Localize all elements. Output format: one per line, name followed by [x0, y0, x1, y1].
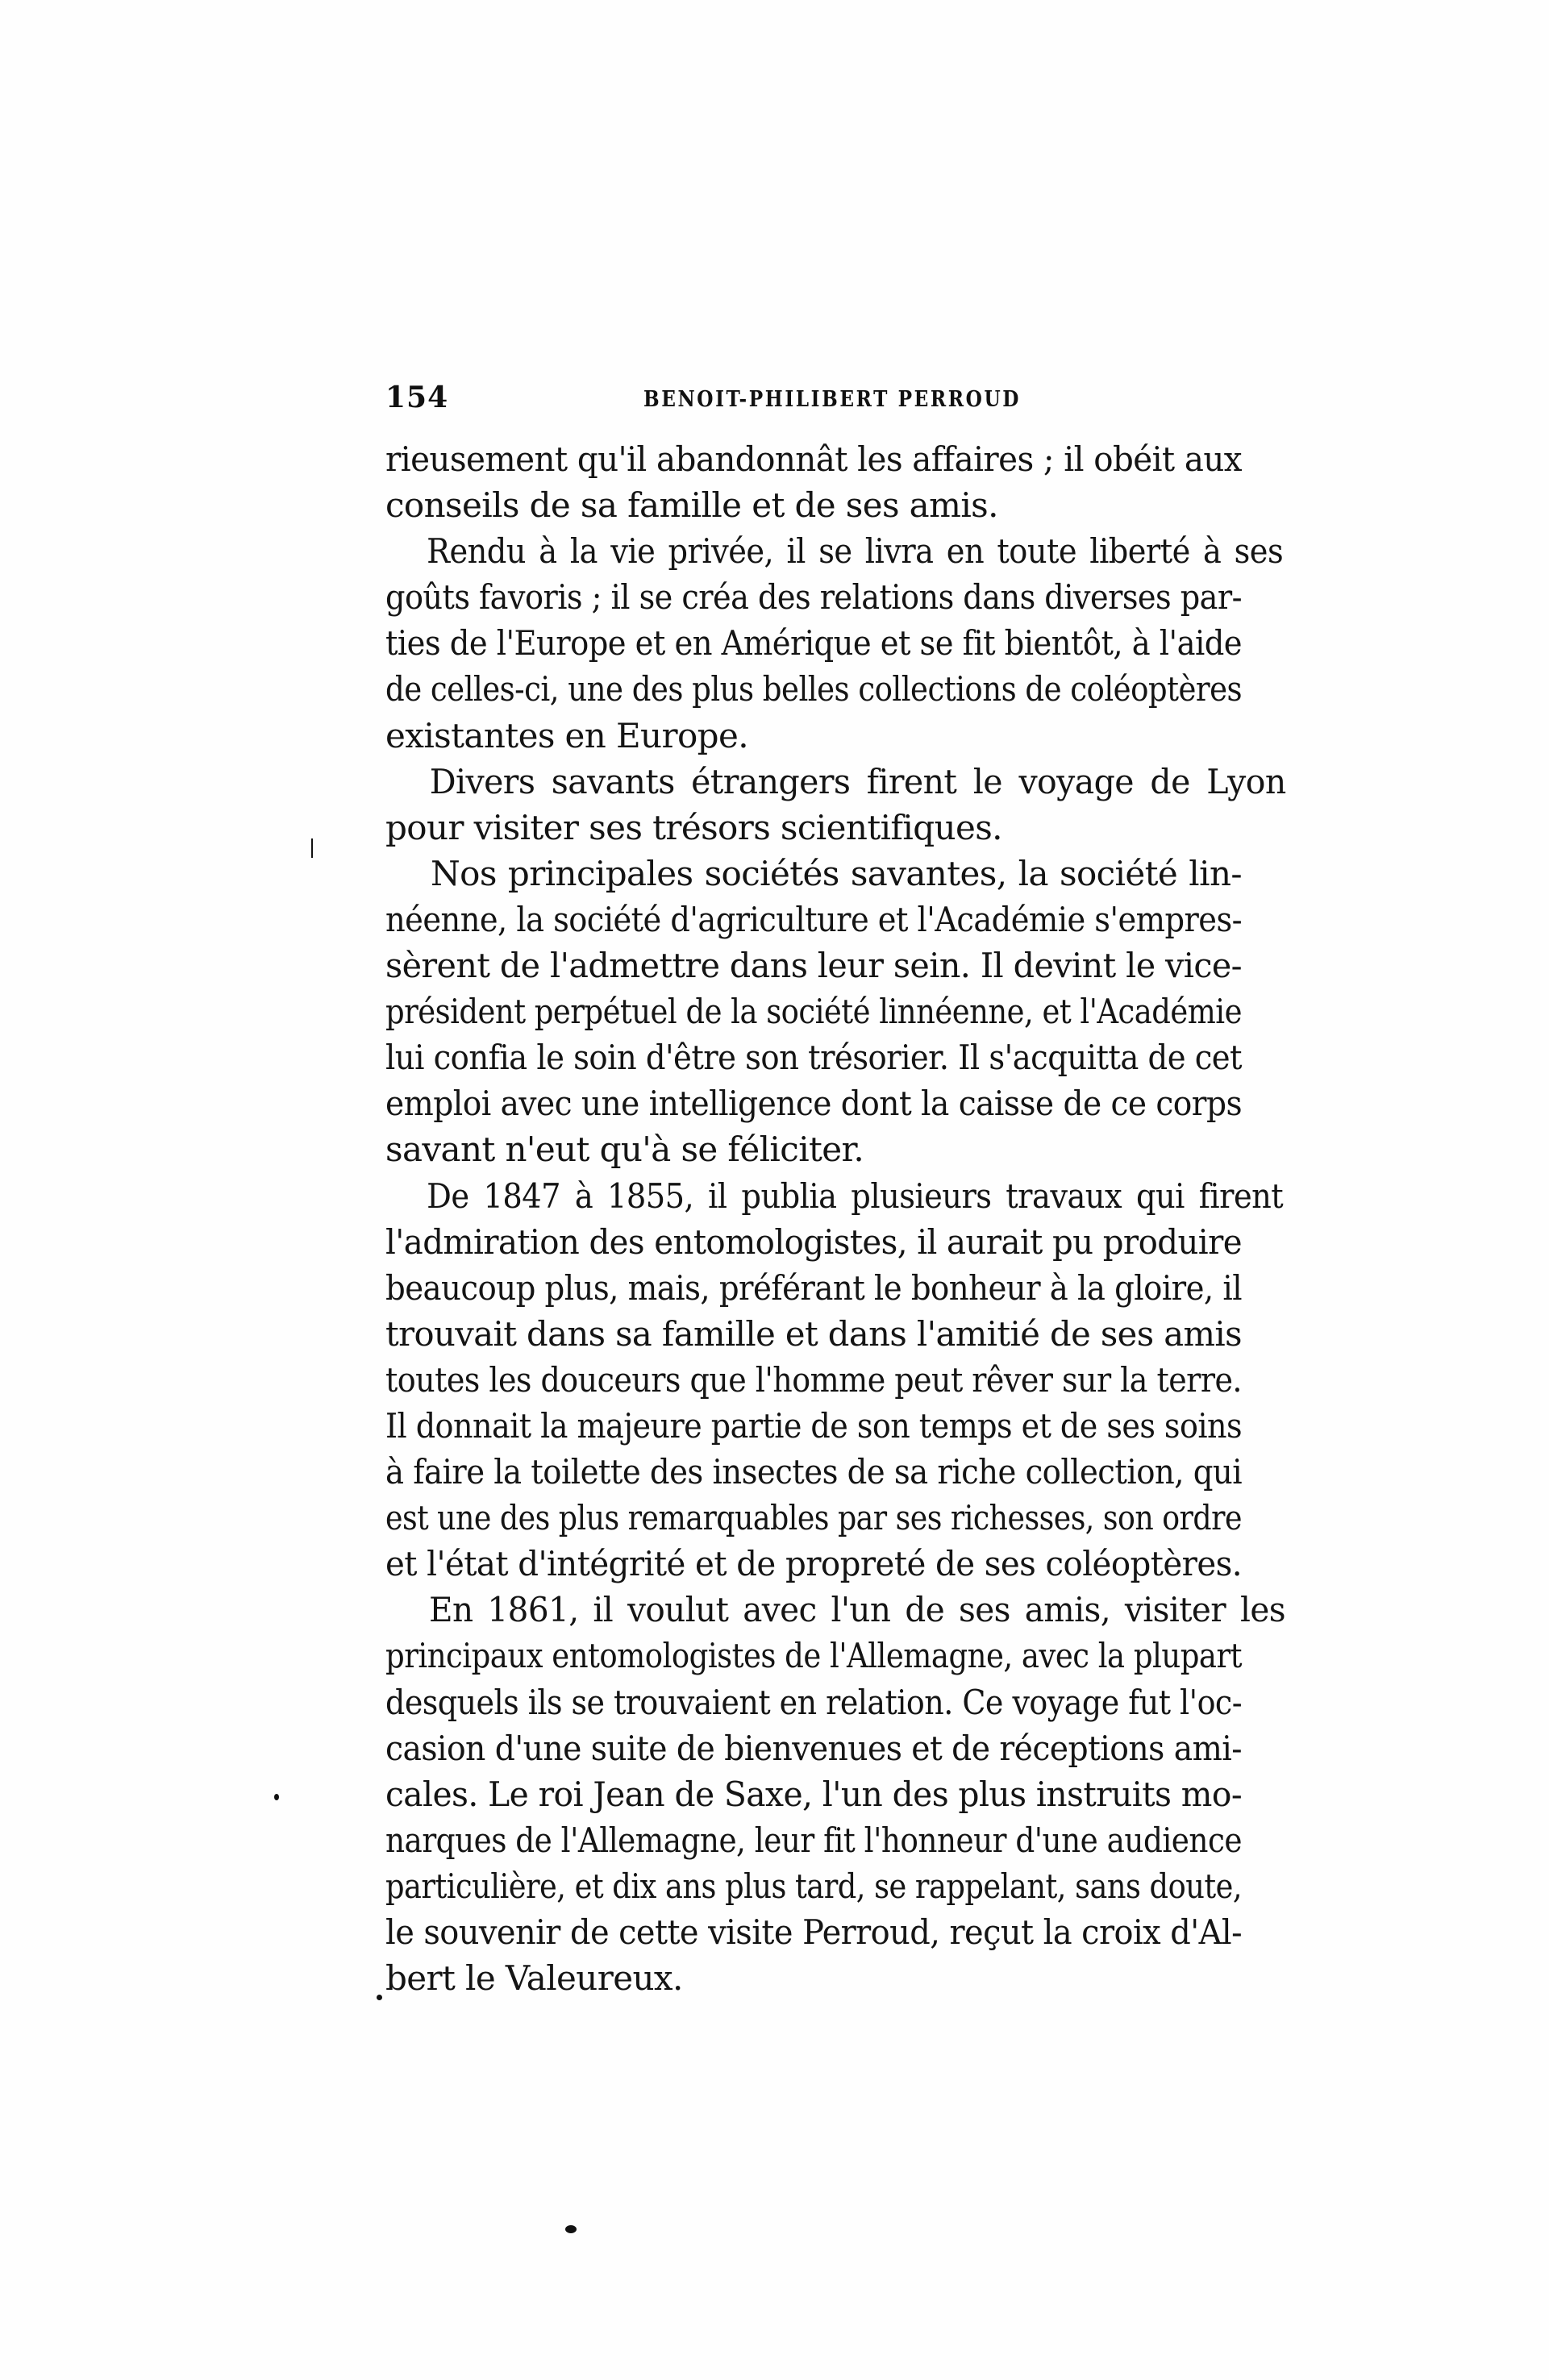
text-line: De 1847 à 1855, il publia plusieurs travaux qui firent	[427, 1175, 1284, 1216]
running-title: BENOIT-PHILIBERT PERROUD	[643, 387, 1022, 412]
text-line: conseils de sa famille et de ses amis.	[385, 485, 998, 526]
text-line: l'admiration des entomologistes, il aurait pu produire	[385, 1221, 1243, 1262]
text-line: Il donnait la majeure partie de son temps et de ses soins	[385, 1405, 1242, 1446]
text-line: sèrent de l'admettre dans leur sein. Il devint le vice-	[385, 946, 1243, 986]
text-line: principaux entomologistes de l'Allemagne, avec la plupart	[385, 1636, 1243, 1676]
text-line: pour visiter ses trésors scientifiques.	[385, 807, 1002, 847]
text-line: ties de l'Europe et en Amérique et se fit bientôt, à l'aide	[385, 623, 1243, 664]
text-line: lui confia le soin d'être son trésorier. Il s'acquitta de cet	[385, 1038, 1243, 1078]
text-line: savant n'eut qu'à se féliciter.	[385, 1130, 864, 1170]
text-line: beaucoup plus, mais, préférant le bonheur à la gloire, il	[385, 1267, 1243, 1308]
scan-speck	[565, 2225, 577, 2233]
text-line: néenne, la société d'agriculture et l'Académie s'empres-	[385, 899, 1243, 939]
text-line: et l'état d'intégrité et de propreté de ses coléoptères.	[385, 1544, 1243, 1584]
text-line: Nos principales sociétés savantes, la société lin-	[431, 853, 1242, 893]
text-line: toutes les douceurs que l'homme peut rêver sur la terre.	[385, 1359, 1242, 1400]
text-line: En 1861, il voulut avec l'un de ses amis, visiter les	[429, 1590, 1285, 1630]
text-line: rieusement qu'il abandonnât les affaires ; il obéit aux	[385, 439, 1243, 479]
text-line: cales. Le roi Jean de Saxe, l'un des plus instruits mo-	[385, 1774, 1243, 1814]
paragraph	[385, 436, 1242, 528]
text-line: trouvait dans sa famille et dans l'amitié de ses amis	[385, 1313, 1242, 1354]
paragraph	[385, 851, 1242, 1173]
scan-speck	[377, 1995, 382, 2000]
text-line: est une des plus remarquables par ses richesses, son ordre	[385, 1498, 1242, 1538]
text-line: desquels ils se trouvaient en relation. Ce voyage fut l'oc-	[385, 1682, 1243, 1722]
text-line: emploi avec une intelligence dont la caisse de ce corps	[385, 1084, 1243, 1124]
text-line: existantes en Europe.	[385, 715, 748, 755]
text-line: à faire la toilette des insectes de sa riche collection, qui	[385, 1452, 1243, 1492]
text-line: de celles-ci, une des plus belles collections de coléoptères	[385, 669, 1243, 709]
paragraph	[385, 1587, 1285, 2001]
scan-speck	[274, 1794, 279, 1800]
body-text	[385, 436, 1286, 2001]
text-line: président perpétuel de la société linnéenne, et l'Académie	[385, 992, 1242, 1032]
text-line: Divers savants étrangers firent le voyage de Lyon	[429, 761, 1286, 801]
text-line: narques de l'Allemagne, leur fit l'honneur d'une audience	[385, 1820, 1242, 1860]
text-line: casion d'une suite de bienvenues et de réceptions ami-	[385, 1728, 1243, 1768]
text-line: le souvenir de cette visite Perroud, reçut la croix d'Al-	[385, 1912, 1243, 1952]
text-line: particulière, et dix ans plus tard, se rappelant, sans doute,	[385, 1866, 1243, 1906]
text-line: goûts favoris ; il se créa des relations dans diverses par-	[385, 577, 1243, 618]
paragraph	[385, 1173, 1284, 1587]
page-header	[385, 379, 1242, 416]
scan-speck	[311, 838, 313, 858]
text-line: bert le Valeureux.	[385, 1958, 683, 1999]
page-number: 154	[385, 381, 449, 414]
paragraph	[385, 528, 1284, 758]
text-line: Rendu à la vie privée, il se livra en toute liberté à ses	[427, 531, 1284, 572]
paragraph	[385, 759, 1286, 851]
